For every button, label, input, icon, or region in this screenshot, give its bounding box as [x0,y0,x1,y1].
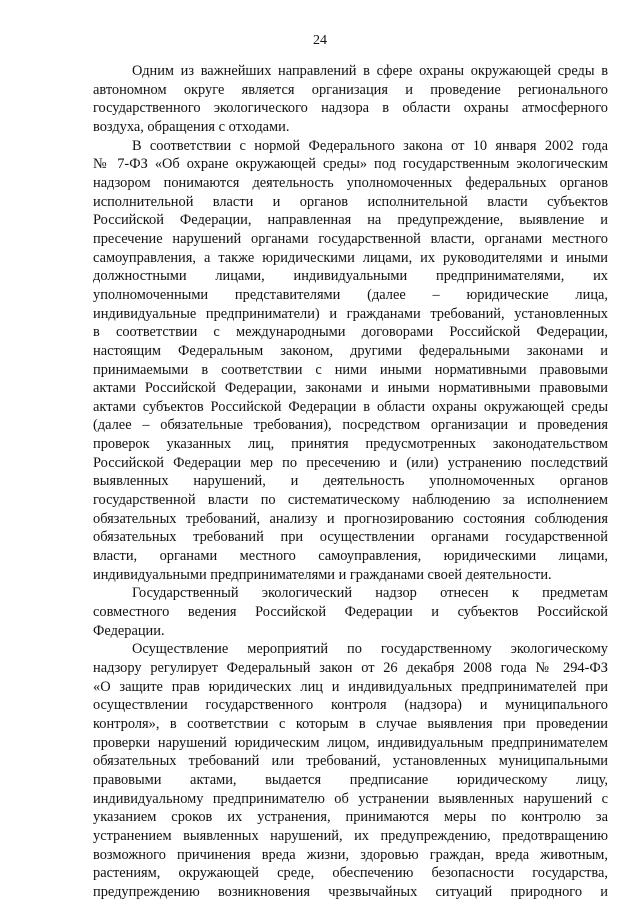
text-line: индивидуальными предпринимателями и гражданами своей деятельности. [93,566,552,583]
text-line: Государственный экологический надзор отнесен к предметам [132,585,608,602]
text-line: В соответствии с нормой Федерального закона от 10 января 2002 года [132,137,608,154]
text-line: предупреждению возникновения чрезвычайных ситуаций природного и [93,883,608,900]
text-line: проверок указанных лиц, принятия предусмотренных законодательством [93,436,608,453]
text-line: принимаемыми в соответствии с ними иными нормативными правовыми [93,361,608,378]
text-line: «О защите прав юридических лиц и индивидуальных предпринимателей при [93,678,608,695]
paragraph [93,640,608,901]
text-line: настоящим Федеральным законом, другими федеральными законами и [93,342,608,359]
text-line: Российской Федерации, направленная на предупреждение, выявление и [93,212,608,229]
paragraph [93,584,608,640]
text-line: власти, органами местного самоуправления, юридическими лицами, [93,548,608,565]
text-line: пресечение нарушений органами государственной власти, органами местного [93,230,608,247]
page-number: 24 [313,33,327,48]
text-line: государственной власти по систематическому наблюдению за исполнением [93,492,608,509]
text-line: Федерации. [93,622,165,639]
text-line: возможного причинения вреда жизни, здоровью граждан, вреда животным, [93,846,608,863]
text-line: воздуха, обращения с отходами. [93,118,290,135]
text-line: актами Российской Федерации, законами и иными нормативными правовыми [93,380,608,397]
text-line: автономном округе является организация и проведение регионального [93,81,608,98]
text-line: выявленных нарушений, и деятельность уполномоченных органов [93,473,608,490]
text-line: обязательных требований при осуществлении органами государственной [93,529,608,546]
text-line: обязательных требований, анализу и прогнозированию состояния соблюдения [93,510,608,527]
text-line: контроля», в соответствии с которым в случае выявления при проведении [93,715,608,732]
text-line: самоуправления, а также юридическими лицами, их руководителями и иными [93,249,608,266]
text-line: правовыми актами, выдается предписание юридическому лицу, [93,771,608,788]
text-line: Осуществление мероприятий по государственному экологическому [132,641,608,658]
paragraph [93,137,608,585]
text-line: актами субъектов Российской Федерации в области охраны окружающей среды [93,398,608,415]
text-line: проверки нарушений юридическим лицом, индивидуальным предпринимателем [93,734,608,751]
text-line: надзором понимаются деятельность уполномоченных федеральных органов [93,174,608,191]
text-line: устранением выявленных нарушений, их предупреждению, предотвращению [93,827,608,844]
text-line: индивидуальному предпринимателю об устранении выявленных нарушений с [93,790,608,807]
text-line: Российской Федерации мер по пресечению и (или) устранению последствий [93,454,608,471]
text-line: государственного экологического надзора в области охраны атмосферного [93,100,608,117]
text-line: индивидуальные предприниматели) и гражданами требований, установленных [93,305,608,322]
text-line: осуществлении государственного контроля (надзора) и муниципального [93,697,608,714]
text-line: должностными лицами, индивидуальными предпринимателями, их [93,268,608,285]
text-line: Одним из важнейших направлений в сфере охраны окружающей среды в [132,63,608,79]
text-line: совместного ведения Российской Федерации и субъектов Российской [93,604,608,621]
document-body [93,62,608,902]
text-line: в соответствии с международными договорами Российской Федерации, [93,324,608,341]
text-line: указанием сроков их устранения, принимаются меры по контролю за [93,809,608,826]
text-line: надзору регулирует Федеральный закон от 26 декабря 2008 года № 294-ФЗ [93,660,608,676]
text-line: № 7-ФЗ «Об охране окружающей среды» под государственным экологическим [93,156,608,173]
text-line: обязательных требований или требований, установленных муниципальными [93,753,608,770]
paragraph [93,62,608,137]
text-line: исполнительной власти и органов исполнительной власти субъектов [93,193,608,210]
text-line: уполномоченными представителями (далее – юридические лица, [93,286,608,303]
text-line: растениям, окружающей среде, обеспечению безопасности государства, [93,865,608,882]
text-line: (далее – обязательные требования), посредством организации и проведения [93,417,608,434]
